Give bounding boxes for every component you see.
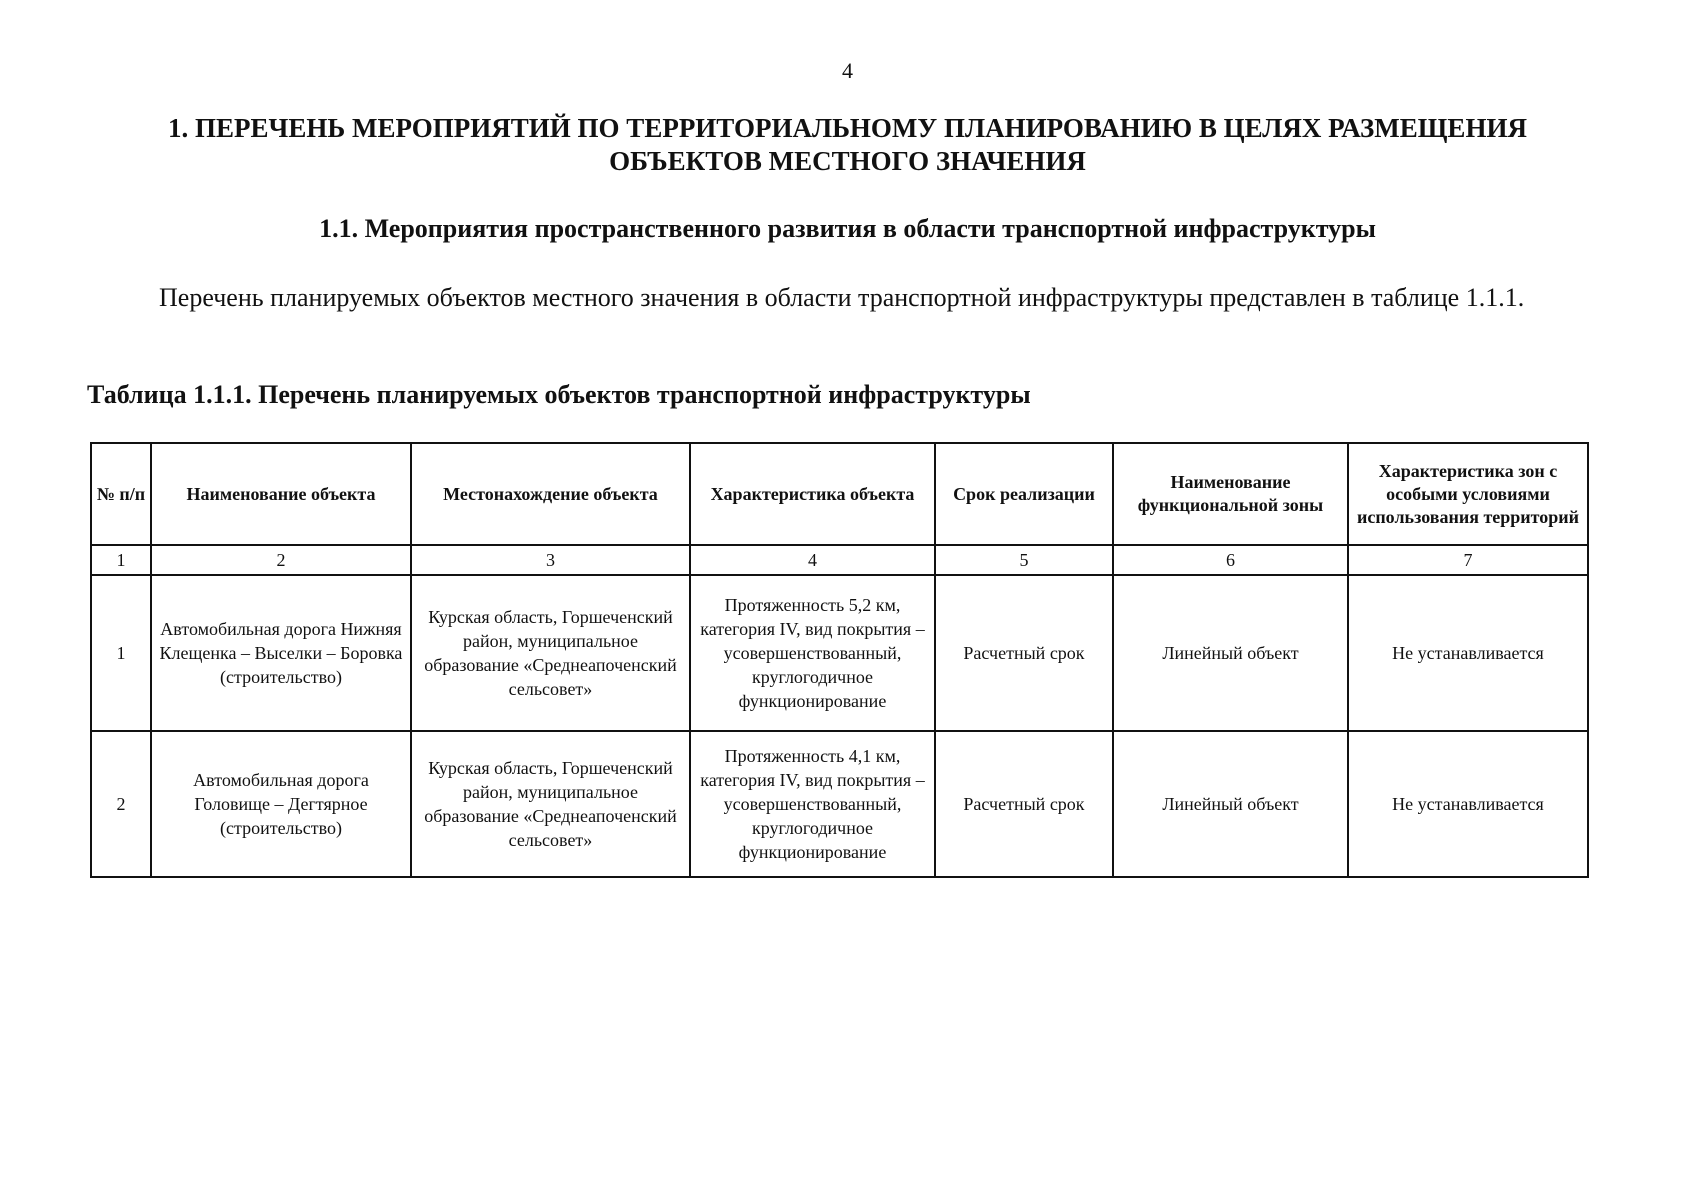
table-row bbox=[91, 575, 1588, 731]
column-number-cell: 6 bbox=[1113, 545, 1348, 575]
cell-characteristic: Протяженность 5,2 км, категория IV, вид покрытия – усовершенствованный, круглогодичное функционирование bbox=[690, 575, 935, 731]
main-heading-line-2: ОБЪЕКТОВ МЕСТНОГО ЗНАЧЕНИЯ bbox=[609, 146, 1086, 176]
header-cell-special-zones: Характеристика зон с особыми условиями использования территорий bbox=[1348, 443, 1588, 545]
objects-table bbox=[90, 442, 1589, 878]
header-cell-object-name: Наименование объекта bbox=[151, 443, 411, 545]
column-number-cell: 5 bbox=[935, 545, 1113, 575]
cell-term: Расчетный срок bbox=[935, 575, 1113, 731]
column-number-cell: 4 bbox=[690, 545, 935, 575]
cell-special-zones: Не устанавливается bbox=[1348, 731, 1588, 877]
cell-object-name: Автомобильная дорога Головище – Дегтярное (строительство) bbox=[151, 731, 411, 877]
main-heading-line-1: 1. ПЕРЕЧЕНЬ МЕРОПРИЯТИЙ ПО ТЕРРИТОРИАЛЬНОМУ ПЛАНИРОВАНИЮ В ЦЕЛЯХ РАЗМЕЩЕНИЯ bbox=[168, 113, 1527, 143]
intro-paragraph: Перечень планируемых объектов местного значения в области транспортной инфраструктуры представлен в таблице 1.1.1. bbox=[159, 283, 1525, 312]
main-heading bbox=[60, 112, 1635, 178]
header-cell-number: № п/п bbox=[91, 443, 151, 545]
header-cell-term: Срок реализации bbox=[935, 443, 1113, 545]
section-subheading: 1.1. Мероприятия пространственного развития в области транспортной инфраструктуры bbox=[319, 214, 1376, 243]
table-row bbox=[91, 731, 1588, 877]
table-caption: Таблица 1.1.1. Перечень планируемых объектов транспортной инфраструктуры bbox=[87, 380, 1031, 409]
header-cell-location: Местонахождение объекта bbox=[411, 443, 690, 545]
cell-number: 1 bbox=[91, 575, 151, 731]
cell-location: Курская область, Горшеченский район, муниципальное образование «Среднеапоченский сельсовет» bbox=[411, 731, 690, 877]
column-number-cell: 7 bbox=[1348, 545, 1588, 575]
column-number-cell: 1 bbox=[91, 545, 151, 575]
table-column-numbers-row bbox=[91, 545, 1588, 575]
page-number: 4 bbox=[842, 58, 853, 83]
cell-special-zones: Не устанавливается bbox=[1348, 575, 1588, 731]
column-number-cell: 2 bbox=[151, 545, 411, 575]
cell-location: Курская область, Горшеченский район, муниципальное образование «Среднеапоченский сельсовет» bbox=[411, 575, 690, 731]
cell-object-name: Автомобильная дорога Нижняя Клещенка – Выселки – Боровка (строительство) bbox=[151, 575, 411, 731]
cell-functional-zone: Линейный объект bbox=[1113, 575, 1348, 731]
header-cell-characteristic: Характеристика объекта bbox=[690, 443, 935, 545]
column-number-cell: 3 bbox=[411, 545, 690, 575]
cell-term: Расчетный срок bbox=[935, 731, 1113, 877]
cell-characteristic: Протяженность 4,1 км, категория IV, вид покрытия – усовершенствованный, круглогодичное функционирование bbox=[690, 731, 935, 877]
table-header-row bbox=[91, 443, 1588, 545]
cell-functional-zone: Линейный объект bbox=[1113, 731, 1348, 877]
header-cell-functional-zone: Наименование функциональной зоны bbox=[1113, 443, 1348, 545]
cell-number: 2 bbox=[91, 731, 151, 877]
